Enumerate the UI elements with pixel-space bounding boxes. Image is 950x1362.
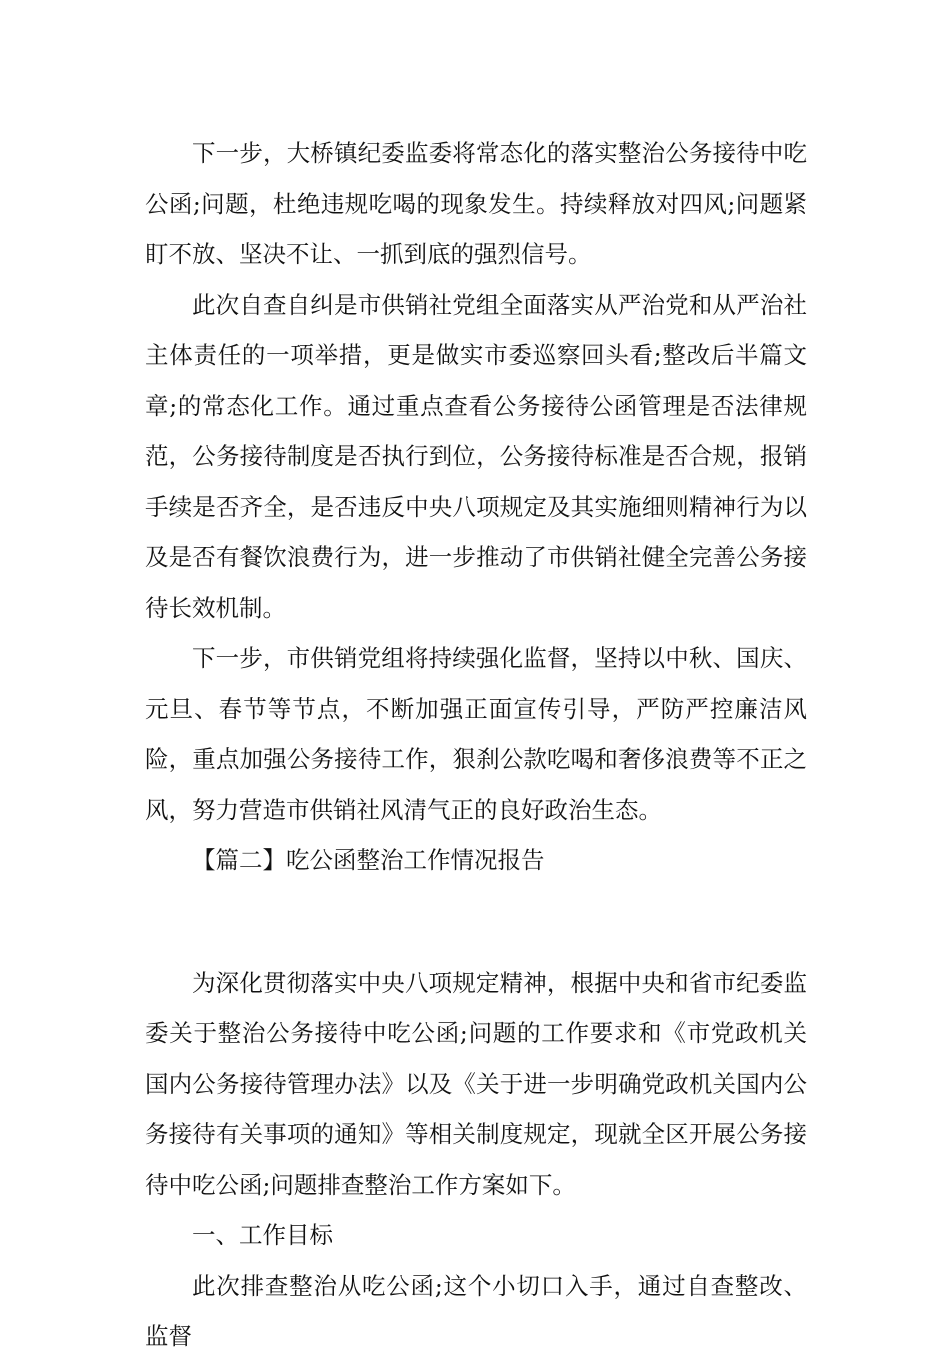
paragraph-next-step-supply: 下一步，市供销党组将持续强化监督，坚持以中秋、国庆、元旦、春节等节点，不断加强正面宣传引导，严防严控廉洁风险，重点加强公务接待工作，狠刹公款吃喝和奢侈浪费等不正之风，努力营造市供销社风清气正的良好政治生态。 <box>145 644 807 824</box>
paragraph-self-inspection: 此次自查自纠是市供销社党组全面落实从严治党和从严治社主体责任的一项举措，更是做实市委巡察回头看;整改后半篇文章;的常态化工作。通过重点查看公务接待公函管理是否法律规范，公务接待制度是否执行到位，公务接待标准是否合规，报销手续是否齐全，是否违反中央八项规定及其实施细则精神行为以及是否有餐饮浪费行为，进一步推动了市供销社健全完善公务接待长效机制。 <box>145 290 807 622</box>
document-body <box>145 128 807 1362</box>
section-spacer <box>145 886 807 958</box>
paragraph-goal: 此次排查整治从吃公函;这个小切口入手，通过自查整改、监督 <box>145 1271 807 1350</box>
paragraph-intro: 为深化贯彻落实中央八项规定精神，根据中央和省市纪委监委关于整治公务接待中吃公函;问题的工作要求和《市党政机关国内公务接待管理办法》以及《关于进一步明确党政机关国内公务接待有关事项的通知》等相关制度规定，现就全区开展公务接待中吃公函;问题排查整治工作方案如下。 <box>145 968 807 1199</box>
paragraph-next-step-daqiao: 下一步，大桥镇纪委监委将常态化的落实整治公务接待中吃公函;问题，杜绝违规吃喝的现象发生。持续释放对四风;问题紧盯不放、坚决不让、一抓到底的强烈信号。 <box>145 139 807 268</box>
section-title: 【篇二】吃公函整治工作情况报告 <box>192 846 545 874</box>
subheading-work-goal: 一、工作目标 <box>192 1221 333 1249</box>
